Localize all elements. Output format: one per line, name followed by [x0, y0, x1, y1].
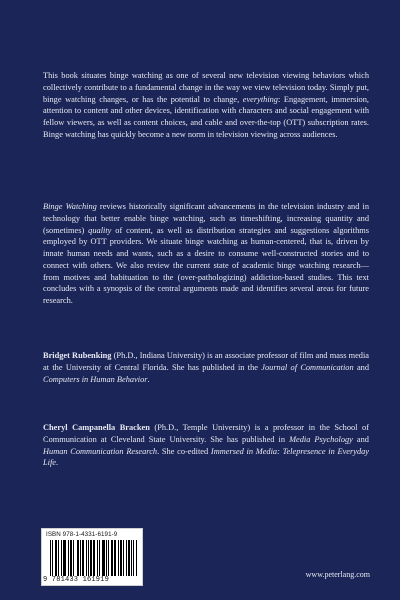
barcode-bar — [50, 540, 51, 576]
author-name: Cheryl Campanella Bracken — [43, 423, 150, 432]
journal-title: Media Psychology — [289, 434, 353, 444]
description-text: This book situates binge watching as one of several new television viewing behaviors which collectively contribute to a fundamental change in the way we view television today. Simply put, binge watching changes, or has the potential to change, — [43, 71, 369, 104]
barcode-bar — [106, 540, 107, 576]
barcode-bar — [83, 540, 84, 576]
isbn-digits: 9 781433 161919 — [43, 576, 110, 584]
barcode-bar — [94, 540, 95, 576]
book-title: Immersed in Media: Telepresence in Everyday Life — [43, 446, 369, 468]
author-bio-text: (Ph.D., Indiana University) is an associate professor of film and mass media at the University of Central Florida. She has published in the — [43, 351, 370, 372]
author-bio-text: . — [147, 374, 150, 384]
description-paragraph-1 — [43, 70, 369, 141]
barcode-bar — [52, 540, 53, 576]
barcode-bar — [56, 540, 57, 576]
barcode-bar — [58, 540, 59, 576]
author-bio-text: . — [55, 458, 59, 468]
description-paragraph-2 — [43, 201, 369, 307]
barcode-bar — [78, 540, 79, 576]
barcode-bar — [118, 540, 119, 576]
author-bio-text: and — [352, 434, 369, 444]
barcode-bar — [97, 540, 98, 576]
barcode-bar — [61, 540, 62, 576]
barcode-bar — [68, 540, 69, 576]
barcode-bar — [115, 540, 116, 576]
barcode-bar — [71, 540, 72, 576]
barcode-bar — [112, 540, 113, 576]
barcode-bar — [80, 540, 81, 576]
barcode-bar — [126, 540, 127, 576]
publisher-website[interactable]: www.peterlang.com — [305, 570, 370, 579]
author-bio-2 — [43, 422, 369, 469]
author-bio-text: . She co-edited — [157, 446, 211, 456]
emphasis-text: everything — [242, 94, 278, 104]
book-title: Binge Watching — [43, 202, 97, 211]
journal-title: Computers in Human Behavior — [43, 374, 148, 384]
barcode-bar — [123, 540, 124, 576]
barcode-bar — [91, 540, 92, 576]
description-text: reviews historically significant advancements in the television industry and in technology that better enable binge watching, such as timeshifting, increasing quantity and (sometimes) — [43, 202, 369, 235]
barcode-bars — [50, 540, 138, 576]
journal-title: Human Communication Research — [43, 446, 158, 456]
barcode-bar — [129, 540, 130, 576]
barcode-bar — [136, 540, 137, 576]
barcode-bar — [121, 540, 122, 576]
journal-title: Journal of Communication — [261, 362, 354, 372]
barcode-bar — [133, 540, 134, 576]
description-text: of content, as well as distribution strategies and suggestions algorithms employed by OTT providers. We situate binge watching as human-centered, that is, driven by innate human needs and wants, such as a desire to consume well-constructed stories and to connect with others. We also review the current state of academic binge watching research—from motives and habituation to the (over-pathologizing) addiction-based studies. This text concludes with a synopsis of the central arguments made and identifies several areas for future research. — [43, 225, 369, 305]
barcode-bar — [131, 540, 132, 576]
barcode-bar — [73, 540, 74, 576]
description-text: : Engagement, immersion, attention to content and other devices, identification with characters and social engagement with fellow viewers, as well as content choices, and cable and over-the-top (OTT) subscription rates. Binge watching has quickly become a new norm in television viewing across audiences. — [43, 94, 369, 139]
barcode-bar — [104, 540, 105, 576]
emphasis-text: quality — [88, 225, 112, 235]
isbn-label: ISBN 978-1-4331-6191-9 — [46, 531, 118, 538]
author-name: Bridget Rubenking — [43, 351, 112, 360]
author-bio-text: (Ph.D., Temple University) is a professor in the School of Communication at Cleveland State University. She has published in — [43, 423, 369, 444]
barcode-bar — [99, 540, 100, 576]
barcode-bar — [108, 540, 109, 576]
isbn-barcode — [41, 528, 143, 586]
author-bio-1 — [43, 350, 369, 385]
barcode-bar — [65, 540, 66, 576]
barcode-bar — [86, 540, 87, 576]
barcode-bar — [88, 540, 89, 576]
author-bio-text: and — [353, 362, 369, 372]
